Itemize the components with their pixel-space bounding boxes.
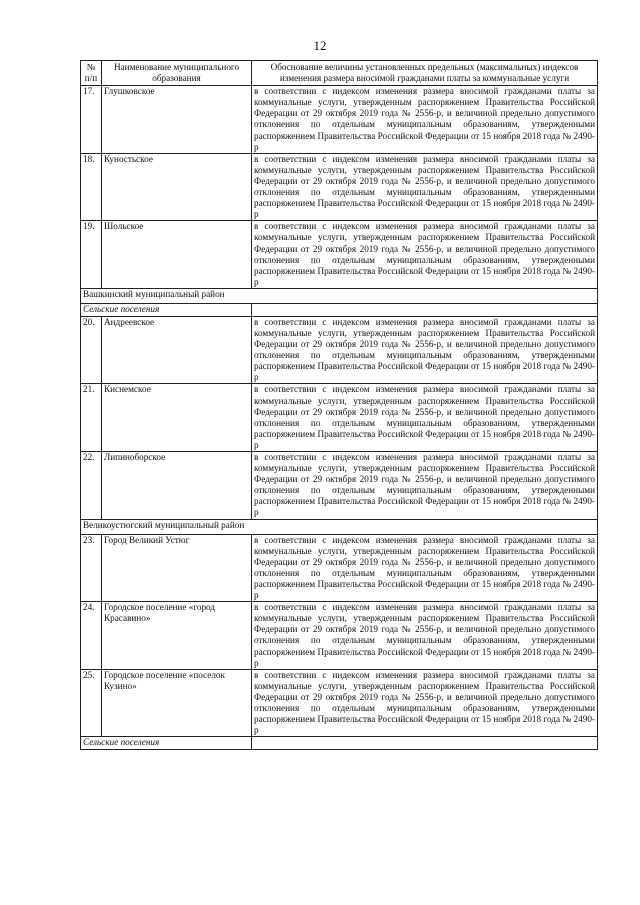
row-name: Городское поселение «поселок Кузино» <box>102 669 252 737</box>
page-number: 12 <box>313 38 327 53</box>
row-basis: в соответствии с индексом изменения размера вносимой гражданами платы за коммунальные услуги, утвержденным распоряжением Правительства Российской Федерации от 29 октября 2019 года № 2556-р, и величиной предельно допустимого отклонения по отдельным муниципальным образованиям, утвержденными распоряжением Правительства Российской Федерации от 15 ноября 2018 года № 2490-р <box>252 384 598 452</box>
row-name: Липиноборское <box>102 452 252 520</box>
table-row <box>81 602 598 670</box>
table-row <box>81 86 598 154</box>
row-basis: в соответствии с индексом изменения размера вносимой гражданами платы за коммунальные услуги, утвержденным распоряжением Правительства Российской Федерации от 29 октября 2019 года № 2556-р, и величиной предельно допустимого отклонения по отдельным муниципальным образованиям, утвержденными распоряжением Правительства Российской Федерации от 15 ноября 2018 года № 2490-р <box>252 534 598 602</box>
header-name: Наименование муниципального образования <box>102 61 252 86</box>
row-num: 22. <box>81 452 102 520</box>
subsection-title: Сельские поселения <box>81 737 252 750</box>
subsection-row <box>81 303 598 316</box>
table-row <box>81 384 598 452</box>
row-name: Город Великий Устюг <box>102 534 252 602</box>
header-num: № п/п <box>81 61 102 86</box>
row-num: 21. <box>81 384 102 452</box>
row-name: Глушковское <box>102 86 252 154</box>
table-row <box>81 221 598 289</box>
row-name: Городское поселение «город Красавино» <box>102 602 252 670</box>
empty-cell <box>252 303 598 316</box>
row-basis: в соответствии с индексом изменения размера вносимой гражданами платы за коммунальные услуги, утвержденным распоряжением Правительства Российской Федерации от 29 октября 2019 года № 2556-р, и величиной предельно допустимого отклонения по отдельным муниципальным образованиям, утвержденными распоряжением Правительства Российской Федерации от 15 ноября 2018 года № 2490-р <box>252 316 598 384</box>
row-basis: в соответствии с индексом изменения размера вносимой гражданами платы за коммунальные услуги, утвержденным распоряжением Правительства Российской Федерации от 29 октября 2019 года № 2556-р, и величиной предельно допустимого отклонения по отдельным муниципальным образованиям, утвержденными распоряжением Правительства Российской Федерации от 15 ноября 2018 года № 2490-р <box>252 669 598 737</box>
district-title: Вашкинский муниципальный район <box>81 288 598 303</box>
row-num: 24. <box>81 602 102 670</box>
row-num: 20. <box>81 316 102 384</box>
district-row <box>81 288 598 303</box>
row-name: Киснемское <box>102 384 252 452</box>
row-basis: в соответствии с индексом изменения размера вносимой гражданами платы за коммунальные услуги, утвержденным распоряжением Правительства Российской Федерации от 29 октября 2019 года № 2556-р, и величиной предельно допустимого отклонения по отдельным муниципальным образованиям, утвержденными распоряжением Правительства Российской Федерации от 15 ноября 2018 года № 2490-р <box>252 153 598 221</box>
row-num: 17. <box>81 86 102 154</box>
row-num: 23. <box>81 534 102 602</box>
table-header-row <box>81 61 598 86</box>
empty-cell <box>252 737 598 750</box>
district-row <box>81 519 598 534</box>
row-basis: в соответствии с индексом изменения размера вносимой гражданами платы за коммунальные услуги, утвержденным распоряжением Правительства Российской Федерации от 29 октября 2019 года № 2556-р, и величиной предельно допустимого отклонения по отдельным муниципальным образованиям, утвержденными распоряжением Правительства Российской Федерации от 15 ноября 2018 года № 2490-р <box>252 452 598 520</box>
row-num: 18. <box>81 153 102 221</box>
row-basis: в соответствии с индексом изменения размера вносимой гражданами платы за коммунальные услуги, утвержденным распоряжением Правительства Российской Федерации от 29 октября 2019 года № 2556-р, и величиной предельно допустимого отклонения по отдельным муниципальным образованиям, утвержденными распоряжением Правительства Российской Федерации от 15 ноября 2018 года № 2490-р <box>252 602 598 670</box>
tariff-index-table <box>80 60 598 750</box>
row-basis: в соответствии с индексом изменения размера вносимой гражданами платы за коммунальные услуги, утвержденным распоряжением Правительства Российской Федерации от 29 октября 2019 года № 2556-р, и величиной предельно допустимого отклонения по отдельным муниципальным образованиям, утвержденными распоряжением Правительства Российской Федерации от 15 ноября 2018 года № 2490-р <box>252 86 598 154</box>
table-row <box>81 669 598 737</box>
row-num: 19. <box>81 221 102 289</box>
district-title: Великоустюгский муниципальный район <box>81 519 598 534</box>
table-row <box>81 534 598 602</box>
row-name: Шольское <box>102 221 252 289</box>
row-name: Куностьское <box>102 153 252 221</box>
subsection-row <box>81 737 598 750</box>
row-basis: в соответствии с индексом изменения размера вносимой гражданами платы за коммунальные услуги, утвержденным распоряжением Правительства Российской Федерации от 29 октября 2019 года № 2556-р, и величиной предельно допустимого отклонения по отдельным муниципальным образованиям, утвержденными распоряжением Правительства Российской Федерации от 15 ноября 2018 года № 2490-р <box>252 221 598 289</box>
table-row <box>81 153 598 221</box>
row-num: 25. <box>81 669 102 737</box>
subsection-title: Сельские поселения <box>81 303 252 316</box>
table-row <box>81 452 598 520</box>
header-basis: Обоснование величины установленных предельных (максимальных) индексов изменения размера вносимой гражданами платы за коммунальные услуги <box>252 61 598 86</box>
table-row <box>81 316 598 384</box>
row-name: Андреевское <box>102 316 252 384</box>
